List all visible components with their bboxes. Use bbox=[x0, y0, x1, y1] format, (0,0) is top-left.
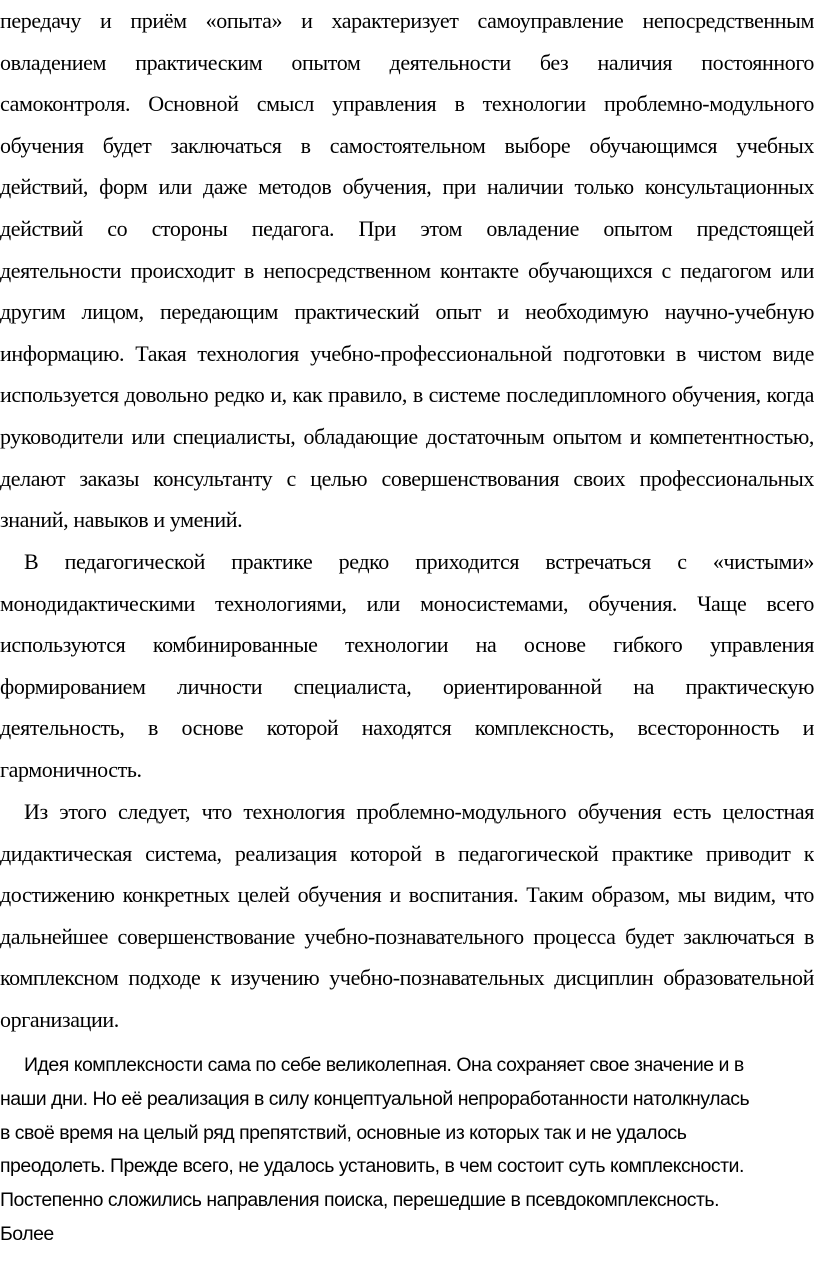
text-line: передачу и приём «опыта» и характеризует самоуправление непосредственным bbox=[0, 8, 814, 33]
text-line: овладением практическим опытом деятельности без наличия постоянного bbox=[0, 49, 814, 75]
text-line: используются комбинированные технологии на основе гибкого управления bbox=[0, 632, 814, 658]
text-line: обучения будет заключаться в самостоятельном выборе обучающимся учебных bbox=[0, 132, 814, 158]
text-line: другим лицом, передающим практический опыт и необходимую научно-учебную bbox=[0, 299, 814, 325]
text-line: формированием личности специалиста, ориентированной на практическую bbox=[0, 673, 814, 699]
text-line: деятельности происходит в непосредственном контакте обучающихся с педагогом или bbox=[0, 257, 814, 283]
text-line: самоконтроля. Основной смысл управления в технологии проблемно-модульного bbox=[0, 91, 814, 117]
paragraph-1 bbox=[0, 0, 814, 541]
text-line: комплексном подходе к изучению учебно-познавательных дисциплин образовательной bbox=[0, 965, 814, 991]
text-line: организации. bbox=[0, 1006, 119, 1032]
text-line: информацию. Такая технология учебно-профессиональной подготовки в чистом виде bbox=[0, 340, 814, 366]
text-line: Более bbox=[0, 1222, 54, 1245]
text-line: Идея комплексности сама по себе великолепная. Она сохраняет свое значение и в bbox=[24, 1054, 744, 1076]
text-line: дидактическая система, реализация которой в педагогической практике приводит к bbox=[0, 840, 814, 866]
text-line: дальнейшее совершенствование учебно-познавательного процесса будет заключаться в bbox=[0, 923, 814, 949]
text-line: делают заказы консультанту с целью совершенствования своих профессиональных bbox=[0, 465, 814, 491]
text-line: преодолеть. Прежде всего, не удалось установить, в чем состоит суть комплексности. bbox=[0, 1155, 744, 1178]
text-line: наши дни. Но её реализация в силу концептуальной непроработанности натолкнулась bbox=[0, 1087, 750, 1110]
text-line: используется довольно редко и, как правило, в системе последипломного обучения, когда bbox=[0, 382, 814, 408]
text-line: действий, форм или даже методов обучения, при наличии только консультационных bbox=[0, 174, 814, 200]
text-line: деятельность, в основе которой находятся комплексность, всесторонность и bbox=[0, 715, 814, 741]
text-line: Из этого следует, что технология проблемно-модульного обучения есть целостная bbox=[24, 799, 814, 824]
text-line: В педагогической практике редко приходится встречаться с «чистыми» bbox=[24, 549, 814, 574]
text-line: гармоничность. bbox=[0, 756, 142, 782]
text-line: монодидактическими технологиями, или моносистемами, обучения. Чаще всего bbox=[0, 590, 814, 616]
paragraph-3 bbox=[0, 791, 814, 1041]
paragraph-4 bbox=[0, 1049, 814, 1252]
paragraph-2 bbox=[0, 541, 814, 791]
text-line: Постепенно сложились направления поиска, перешедшие в псевдокомплексность. bbox=[0, 1189, 719, 1212]
text-line: достижению конкретных целей обучения и воспитания. Таким образом, мы видим, что bbox=[0, 882, 814, 908]
text-line: действий со стороны педагога. При этом овладение опытом предстоящей bbox=[0, 215, 814, 241]
text-line: знаний, навыков и умений. bbox=[0, 507, 243, 533]
text-line: руководители или специалисты, обладающие достаточным опытом и компетентностью, bbox=[0, 423, 814, 449]
text-line: в своё время на целый ряд препятствий, основные из которых так и не удалось bbox=[0, 1121, 687, 1144]
